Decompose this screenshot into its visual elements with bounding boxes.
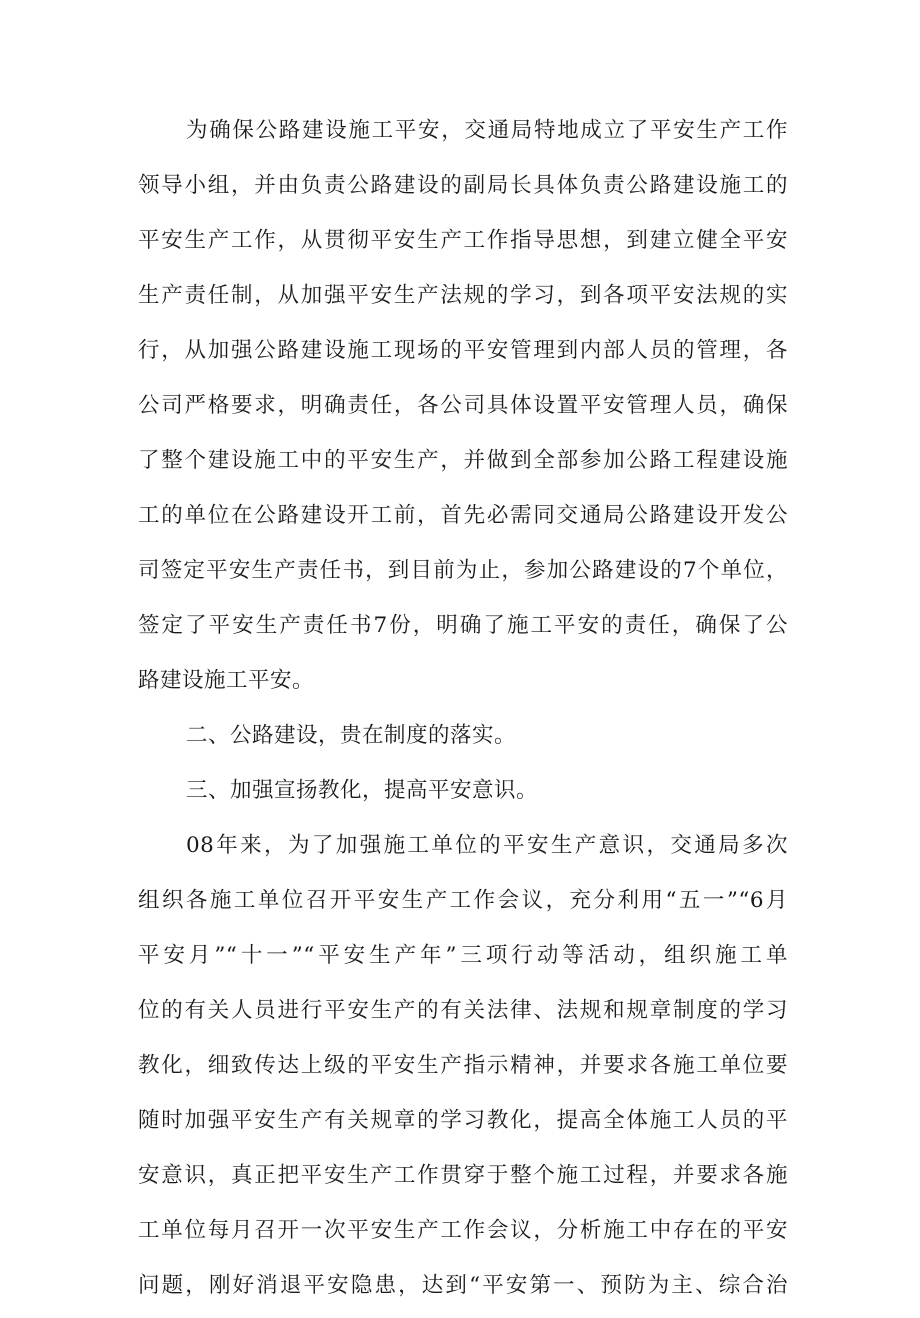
paragraph-1-line-1: 为确保公路建设施工平安，交通局特地成立了平安生产工作 xyxy=(186,118,788,143)
paragraph-1-line-7: 了整个建设施工中的平安生产，并做到全部参加公路工程建设施 xyxy=(138,448,788,473)
paragraph-1-line-5: 行，从加强公路建设施工现场的平安管理到内部人员的管理，各 xyxy=(138,338,788,363)
paragraph-2-line-1: 08年来，为了加强施工单位的平安生产意识，交通局多次 xyxy=(186,833,788,858)
section-heading-2: 二、公路建设，贵在制度的落实。 xyxy=(186,723,517,748)
paragraph-1-line-8: 工的单位在公路建设开工前，首先必需同交通局公路建设开发公 xyxy=(138,503,788,528)
paragraph-1-line-6: 公司严格要求，明确责任，各公司具体设置平安管理人员，确保 xyxy=(138,393,788,418)
paragraph-1-line-10: 签定了平安生产责任书7份，明确了施工平安的责任，确保了公 xyxy=(138,613,788,638)
paragraph-1-line-11: 路建设施工平安。 xyxy=(138,668,315,693)
paragraph-2-line-5: 教化，细致传达上级的平安生产指示精神，并要求各施工单位要 xyxy=(138,1053,788,1078)
document-body xyxy=(138,108,788,1318)
paragraph-1-line-4: 生产责任制，从加强平安生产法规的学习，到各项平安法规的实 xyxy=(138,283,788,308)
paragraph-2-line-9: 问题，刚好消退平安隐患，达到“平安第一、预防为主、综合治 xyxy=(138,1273,788,1298)
paragraph-1-line-9: 司签定平安生产责任书，到目前为止，参加公路建设的7个单位， xyxy=(138,558,788,583)
paragraph-2-line-6: 随时加强平安生产有关规章的学习教化，提高全体施工人员的平 xyxy=(138,1108,788,1133)
paragraph-2-line-3: 平安月”“十一”“平安生产年”三项行动等活动，组织施工单 xyxy=(138,943,788,968)
paragraph-2-line-7: 安意识，真正把平安生产工作贯穿于整个施工过程，并要求各施 xyxy=(138,1163,788,1188)
paragraph-1-line-2: 领导小组，并由负责公路建设的副局长具体负责公路建设施工的 xyxy=(138,173,788,198)
paragraph-2-line-2: 组织各施工单位召开平安生产工作会议，充分利用“五一”“6月 xyxy=(138,888,788,913)
paragraph-2-line-8: 工单位每月召开一次平安生产工作会议，分析施工中存在的平安 xyxy=(138,1218,788,1243)
paragraph-2-line-4: 位的有关人员进行平安生产的有关法律、法规和规章制度的学习 xyxy=(138,998,788,1023)
paragraph-1-line-3: 平安生产工作，从贯彻平安生产工作指导思想，到建立健全平安 xyxy=(138,228,788,253)
section-heading-3: 三、加强宣扬教化，提高平安意识。 xyxy=(186,778,539,803)
